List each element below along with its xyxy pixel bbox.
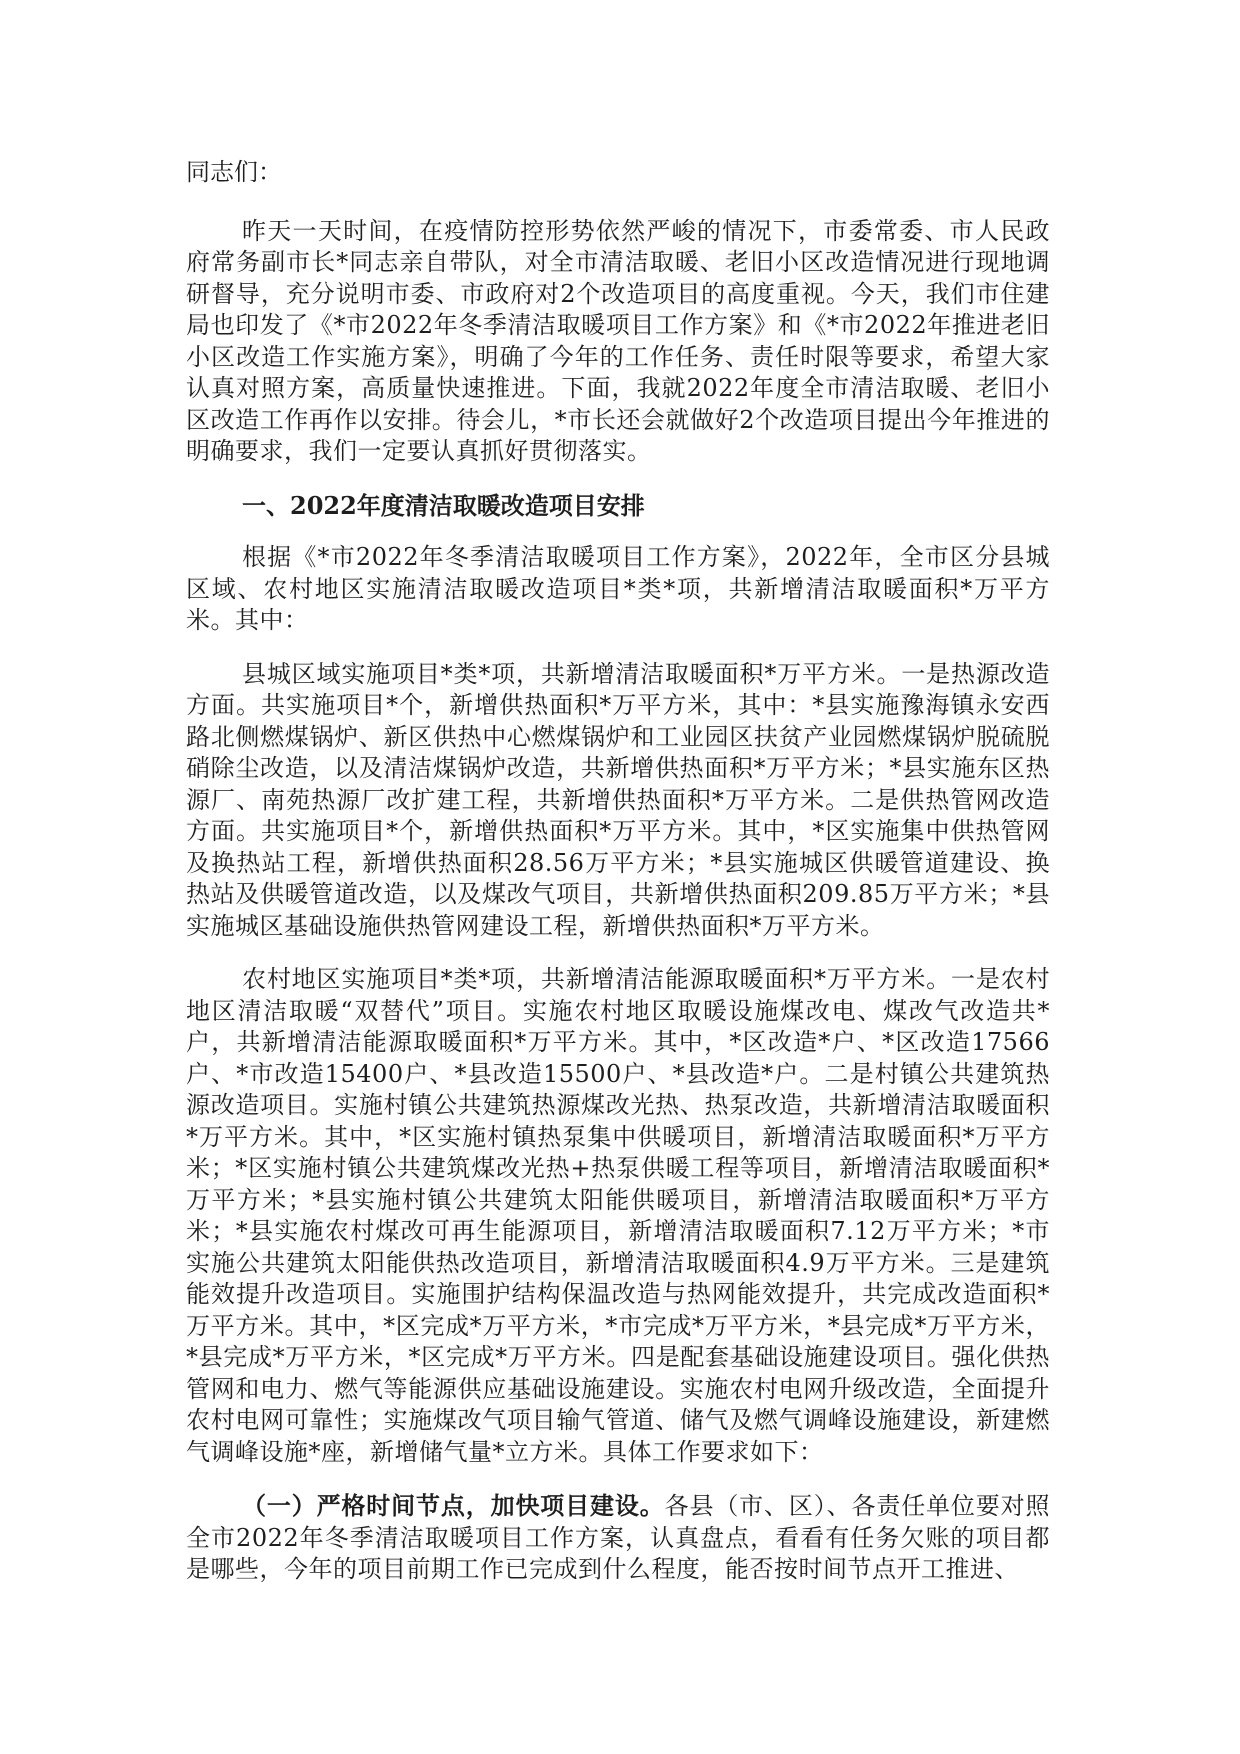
overview-paragraph: 根据《*市2022年冬季清洁取暖项目工作方案》，2022年，全市区分县城区域、农村地区实施清洁取暖改造项目*类*项，共新增清洁取暖面积*万平方米。其中： <box>186 543 1050 634</box>
rural-area-paragraph: 农村地区实施项目*类*项，共新增清洁能源取暖面积*万平方米。一是农村地区清洁取暖“双替代”项目。实施农村地区取暖设施煤改电、煤改气改造共*户，共新增清洁能源取暖面积*万平方米。其中，*区改造*户、*区改造17566户、*市改造15400户、*县改造15500户、*县改造*户。二是村镇公共建筑热源改造项目。实施村镇公共建筑热源煤改光热、热泵改造，共新增清洁取暖面积*万平方米。其中，*区实施村镇热泵集中供暖项目，新增清洁取暖面积*万平方米；*区实施村镇公共建筑煤改光热+热泵供暖工程等项目，新增清洁取暖面积*万平方米；*县实施村镇公共建筑太阳能供暖项目，新增清洁取暖面积*万平方米；*县实施农村煤改可再生能源项目，新增清洁取暖面积7.12万平方米；*市实施公共建筑太阳能供热改造项目，新增清洁取暖面积4.9万平方米。三是建筑能效提升改造项目。实施围护结构保温改造与热网能效提升，共完成改造面积*万平方米。其中，*区完成*万平方米，*市完成*万平方米，*县完成*万平方米，*县完成*万平方米，*区完成*万平方米。四是配套基础设施建设项目。强化供热管网和电力、燃气等能源供应基础设施建设。实施农村电网升级改造，全面提升农村电网可靠性；实施煤改气项目输气管道、储气及燃气调峰设施建设，新建燃气调峰设施*座，新增储气量*立方米。具体工作要求如下： <box>186 965 1050 1466</box>
document-page <box>186 157 1050 1608</box>
county-area-paragraph: 县城区域实施项目*类*项，共新增清洁取暖面积*万平方米。一是热源改造方面。共实施项目*个，新增供热面积*万平方米，其中：*县实施豫海镇永安西路北侧燃煤锅炉、新区供热中心燃煤锅炉和工业园区扶贫产业园燃煤锅炉脱硫脱硝除尘改造，以及清洁煤锅炉改造，共新增供热面积*万平方米；*县实施东区热源厂、南苑热源厂改扩建工程，共新增供热面积*万平方米。二是供热管网改造方面。共实施项目*个，新增供热面积*万平方米。其中，*区实施集中供热管网及换热站工程，新增供热面积28.56万平方米；*县实施城区供暖管道建设、换热站及供暖管道改造，以及煤改气项目，共新增供热面积209.85万平方米；*县实施城区基础设施供热管网建设工程，新增供热面积*万平方米。 <box>186 659 1050 940</box>
intro-paragraph: 昨天一天时间，在疫情防控形势依然严峻的情况下，市委常委、市人民政府常务副市长*同志亲自带队，对全市清洁取暖、老旧小区改造情况进行现地调研督导，充分说明市委、市政府对2个改造项目的高度重视。今天，我们市住建局也印发了《*市2022年冬季清洁取暖项目工作方案》和《*市2022年推进老旧小区改造工作实施方案》，明确了今年的工作任务、责任时限等要求，希望大家认真对照方案，高质量快速推进。下面，我就2022年度全市清洁取暖、老旧小区改造工作再作以安排。待会儿，*市长还会就做好2个改造项目提出今年推进的明确要求，我们一定要认真抓好贯彻落实。 <box>186 216 1050 465</box>
requirement-body: 各县（市、区）、各责任单位要对照全市2022年冬季清洁取暖项目工作方案，认真盘点，看看有任务欠账的项目都是哪些，今年的项目前期工作已完成到什么程度，能否按时间节点开工推进、 <box>186 1492 1050 1583</box>
section-heading: 一、2022年度清洁取暖改造项目安排 <box>242 490 645 520</box>
salutation: 同志们： <box>186 158 282 186</box>
requirement-lead: （一）严格时间节点，加快项目建设。 <box>242 1491 665 1520</box>
requirement-paragraph-1 <box>186 1490 1050 1586</box>
